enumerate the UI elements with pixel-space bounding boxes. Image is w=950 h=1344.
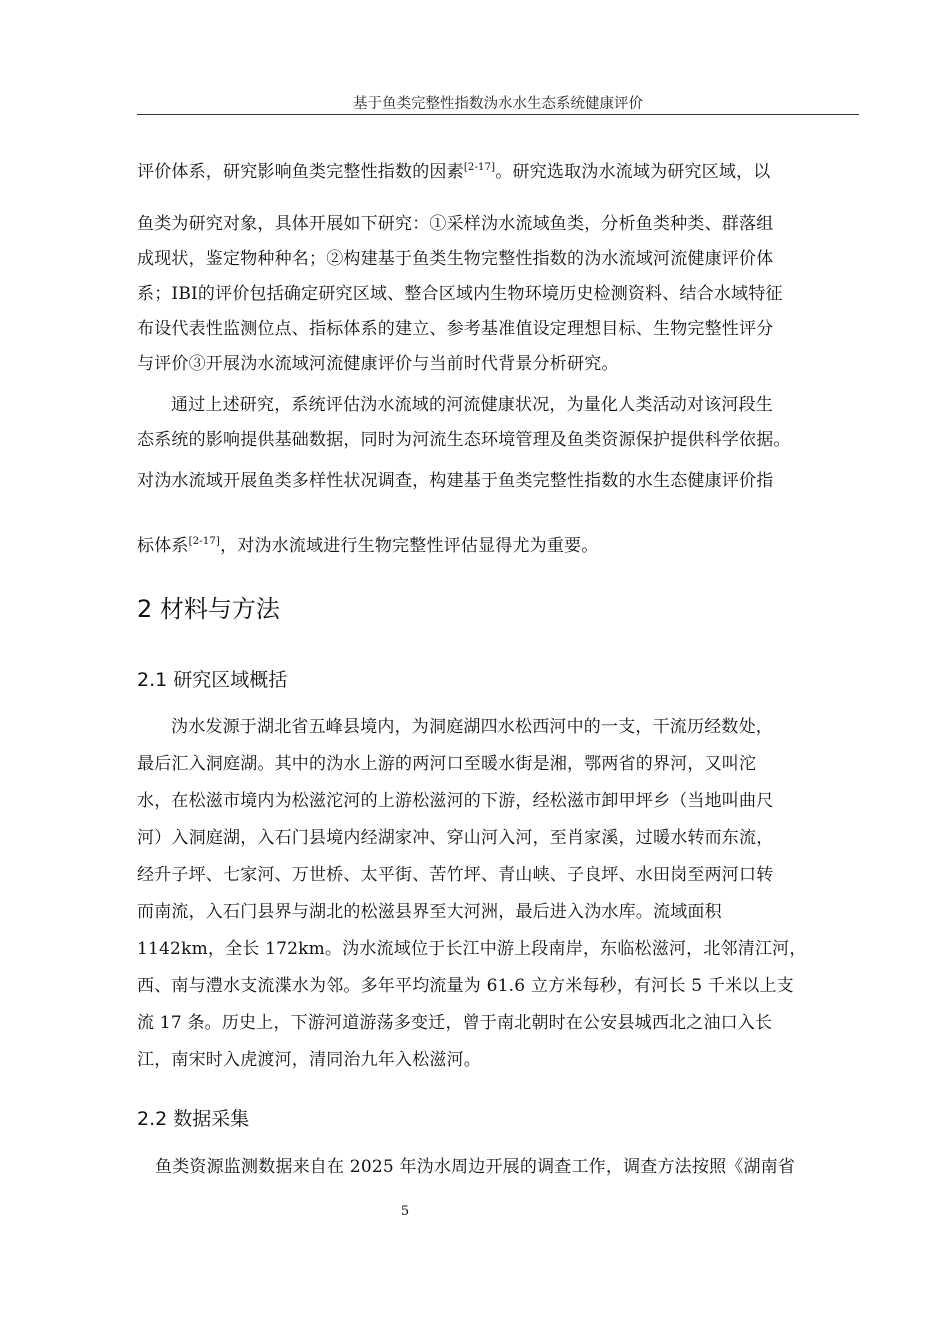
section-heading: 2 材料与方法 (137, 595, 280, 623)
text-line: 沩水发源于湖北省五峰县境内，为洞庭湖四水松西河中的一支，干流历经数处， (171, 717, 773, 737)
running-header: 基于鱼类完整性指数沩水水生态系统健康评价 (353, 96, 643, 112)
text-line: 鱼类为研究对象，具体开展如下研究：①采样沩水流域鱼类，分析鱼类种类、群落组 (137, 214, 774, 234)
text-line (137, 534, 598, 558)
subsection-heading: 2.1 研究区域概括 (137, 669, 288, 691)
text-segment: ，对沩水流域进行生物完整性评估显得尤为重要。 (220, 536, 599, 556)
text-line: 西、南与澧水支流渫水为邻。多年平均流量为 61.6 立方米每秒，有河长 5 千米以上支 (137, 976, 794, 996)
text-line: 与评价③开展沩水流域河流健康评价与当前时代背景分析研究。 (137, 354, 619, 374)
text-line: 河）入洞庭湖，入石门县境内经湖家冲、穿山河入河，至肖家溪，过暖水转而东流， (137, 828, 774, 848)
text-line: 江，南宋时入虎渡河，清同治九年入松滋河。 (137, 1050, 481, 1070)
text-segment: 评价体系，研究影响鱼类完整性指数的因素 (137, 162, 464, 182)
text-segment: 标体系 (137, 536, 189, 556)
citation: [2-17] (463, 162, 496, 173)
text-line: 流 17 条。历史上，下游河道游荡多变迁，曾于南北朝时在公安县城西北之油口入长 (137, 1013, 773, 1033)
text-line (137, 160, 770, 184)
text-line: 对沩水流域开展鱼类多样性状况调查，构建基于鱼类完整性指数的水生态健康评价指 (137, 471, 774, 491)
header-rule (137, 114, 859, 115)
text-line: 最后汇入洞庭湖。其中的沩水上游的两河口至暖水街是湘，鄂两省的界河，又叫沱 (137, 754, 757, 774)
text-line: 1142km，全长 172km。沩水流域位于长江中游上段南岸，东临松滋河，北邻清江河， (137, 939, 807, 959)
text-line: 水，在松滋市境内为松滋沱河的上游松滋河的下游，经松滋市卸甲坪乡（当地叫曲尺 (137, 791, 774, 811)
subsection-heading: 2.2 数据采集 (137, 1108, 250, 1130)
text-line: 经升子坪、七家河、万世桥、太平街、苦竹坪、青山峡、子良坪、水田岗至两河口转 (137, 865, 774, 885)
text-line: 鱼类资源监测数据来自在 2025 年沩水周边开展的调查工作，调查方法按照《湖南省 (155, 1157, 796, 1177)
text-line: 成现状，鉴定物种种名；②构建基于鱼类生物完整性指数的沩水流域河流健康评价体 (137, 249, 774, 269)
citation: [2-17] (188, 536, 221, 547)
text-line: 系；IBI的评价包括确定研究区域、整合区域内生物环境历史检测资料、结合水域特征 (137, 284, 783, 304)
page-number: 5 (400, 1204, 410, 1219)
text-segment: 。研究选取沩水流域为研究区域，以 (495, 162, 771, 182)
text-line: 而南流，入石门县界与湖北的松滋县界至大河洲，最后进入沩水库。流域面积 (137, 902, 722, 922)
text-line: 布设代表性监测位点、指标体系的建立、参考基准值设定理想目标、生物完整性评分 (137, 319, 774, 339)
text-line: 态系统的影响提供基础数据，同时为河流生态环境管理及鱼类资源保护提供科学依据。 (137, 430, 791, 450)
text-line: 通过上述研究，系统评估沩水流域的河流健康状况，为量化人类活动对该河段生 (171, 395, 773, 415)
